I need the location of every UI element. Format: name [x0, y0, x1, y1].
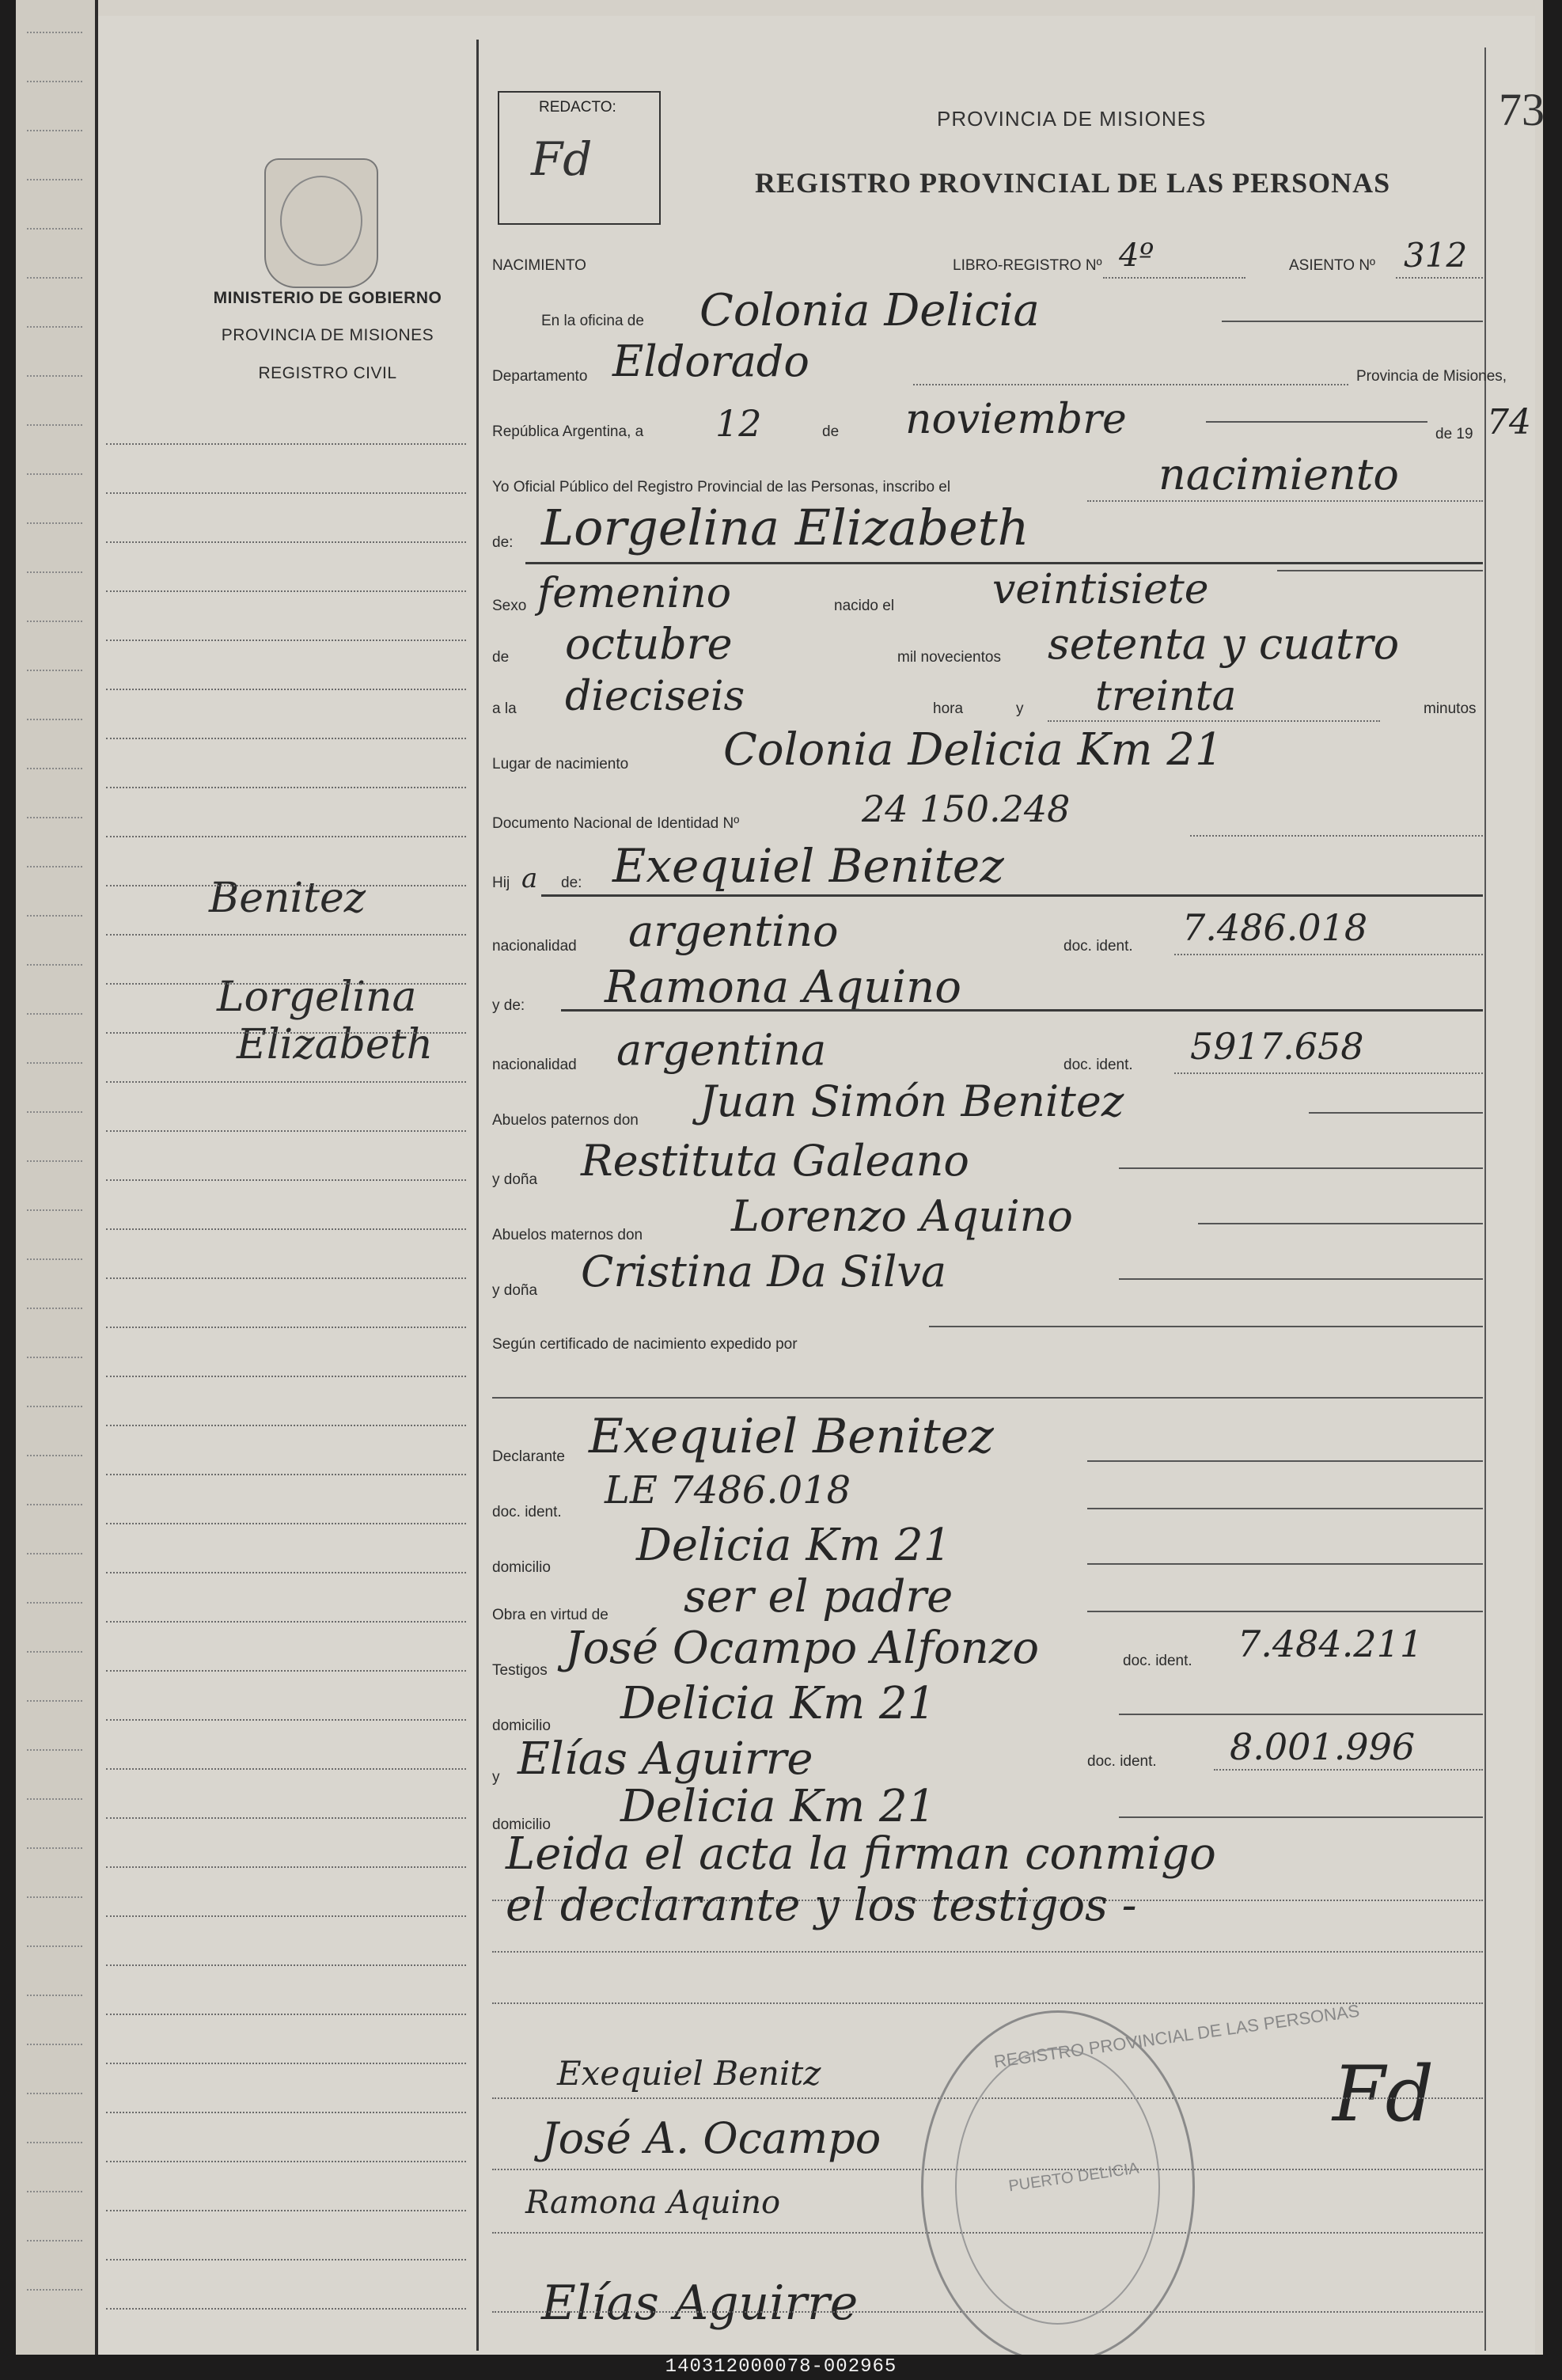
declarante-value: Exequiel Benitez [589, 1409, 994, 1464]
margin-rule [27, 2093, 82, 2094]
margin-rule [27, 2289, 82, 2291]
coat-of-arms-seal [264, 158, 378, 288]
margin-rule [27, 424, 82, 426]
oficina-label: En la oficina de [541, 313, 644, 329]
margin-rule [27, 1798, 82, 1800]
sexo-value: femenino [537, 570, 732, 617]
margin-note-rule [106, 1572, 466, 1573]
departamento-value: Eldorado [612, 336, 809, 386]
margin-rule [27, 719, 82, 720]
margin-note-rule [106, 738, 466, 739]
margin-rule [27, 81, 82, 82]
margin-rule [27, 1749, 82, 1751]
previous-page-edge [16, 0, 98, 2355]
libro-label: LIBRO-REGISTRO Nº [953, 257, 1102, 274]
margin-rule [27, 1847, 82, 1849]
margin-rule [27, 2240, 82, 2241]
hora-value: dieciseis [565, 673, 745, 720]
nacido-label: nacido el [834, 598, 895, 614]
margin-rule [27, 1308, 82, 1309]
right-border [1484, 47, 1486, 2351]
doc-ident-4-value: 7.484.211 [1238, 1623, 1424, 1665]
domicilio-1-value: Delicia Km 21 [636, 1520, 952, 1571]
margin-note-rule [106, 1277, 466, 1279]
domicilio-2-value: Delicia Km 21 [620, 1678, 936, 1729]
signature-declarante: Exequiel Benitz [557, 2054, 821, 2093]
margin-rule [27, 1945, 82, 1947]
abuelo-materno-value: Lorenzo Aquino [731, 1191, 1073, 1241]
margin-rule [27, 1013, 82, 1015]
closing-line-1: Leida el acta la firman conmigo [506, 1828, 1216, 1880]
margin-note-rule [106, 541, 466, 543]
margin-rule [27, 1062, 82, 1064]
margin-rule [27, 571, 82, 573]
margin-rule [27, 32, 82, 33]
margin-note-rule [106, 689, 466, 690]
margin-rule [27, 1111, 82, 1113]
abuela-materna-value: Cristina Da Silva [581, 1247, 947, 1296]
margin-note-rule [106, 2259, 466, 2260]
stamp-subtext: PUERTO DELICIA [1007, 2159, 1140, 2196]
margin-rule [27, 179, 82, 180]
ydona-2-label: y doña [492, 1282, 538, 1299]
de2-label: de [492, 649, 510, 666]
hijo-label: Hij [492, 875, 510, 891]
doc-ident-4-label: doc. ident. [1123, 1653, 1192, 1669]
doc-ident-1-value: 7.486.018 [1182, 906, 1368, 949]
margin-note-rule [106, 836, 466, 837]
margin-rule [27, 1209, 82, 1211]
obra-value: ser el padre [684, 1571, 954, 1623]
margin-rule [27, 1651, 82, 1653]
de19-label: de 19 [1435, 426, 1473, 442]
margin-note-rule [106, 1179, 466, 1181]
province-heading: PROVINCIA DE MISIONES [937, 107, 1207, 131]
margin-given-1: Lorgelina [217, 974, 417, 1021]
abuelo-paterno-value: Juan Simón Benitez [699, 1076, 1124, 1126]
margin-note-rule [106, 1081, 466, 1083]
province-label: PROVINCIA DE MISIONES [221, 326, 434, 344]
day-value: 12 [715, 402, 762, 445]
obra-label: Obra en virtud de [492, 1607, 608, 1623]
redacto-box [498, 91, 661, 225]
dni-value: 24 150.248 [862, 788, 1071, 830]
nacionalidad-1-value: argentino [628, 906, 839, 956]
margin-rule [27, 1455, 82, 1456]
child-name-value: Lorgelina Elizabeth [541, 499, 1029, 556]
margin-note-rule [106, 1474, 466, 1475]
departamento-label: Departamento [492, 368, 588, 385]
margin-rule [27, 2191, 82, 2192]
margin-note-rule [106, 1670, 466, 1672]
domicilio-2-label: domicilio [492, 1718, 551, 1734]
sexo-label: Sexo [492, 598, 527, 614]
margin-rule [27, 130, 82, 131]
margin-note-rule [106, 787, 466, 788]
margin-rule [27, 2044, 82, 2045]
doc-ident-3-label: doc. ident. [492, 1504, 562, 1520]
margin-rule [27, 522, 82, 524]
ala-label: a la [492, 700, 517, 717]
document-id-footer: 140312000078-002965 [0, 2355, 1562, 2380]
oficina-value: Colonia Delicia [699, 285, 1040, 336]
mil-label: mil novecientos [897, 649, 1001, 666]
margin-note-rule [106, 885, 466, 886]
ydona-1-label: y doña [492, 1171, 538, 1188]
margin-note-rule [106, 983, 466, 985]
margin-note-rule [106, 1768, 466, 1770]
redacto-label: REDACTO: [539, 99, 616, 116]
margin-note-rule [106, 1376, 466, 1377]
margin-rule [27, 1995, 82, 1996]
abuelos-paternos-label: Abuelos paternos don [492, 1112, 639, 1129]
provincia-label: Provincia de Misiones, [1356, 368, 1507, 385]
margin-rule [27, 817, 82, 818]
y2-label: y [492, 1769, 500, 1786]
margin-rule [27, 1504, 82, 1505]
margin-rule [27, 621, 82, 622]
margin-rule [27, 866, 82, 867]
margin-rule [27, 277, 82, 279]
margin-note-rule [106, 1523, 466, 1524]
margin-note-rule [106, 2161, 466, 2162]
margin-note-rule [106, 640, 466, 641]
margin-note-rule [106, 590, 466, 592]
margin-note-rule [106, 1866, 466, 1868]
dni-label: Documento Nacional de Identidad Nº [492, 815, 740, 832]
margin-note-rule [106, 1130, 466, 1132]
margin-rule [27, 1553, 82, 1554]
domicilio-1-label: domicilio [492, 1559, 551, 1576]
margin-rule [27, 1700, 82, 1702]
doc-ident-3-value: LE 7486.018 [605, 1468, 851, 1513]
margin-note-rule [106, 1228, 466, 1230]
margin-note-rule [106, 2014, 466, 2015]
margin-rule [27, 1406, 82, 1407]
republica-label: República Argentina, a [492, 423, 644, 440]
hora-label: hora [933, 700, 964, 717]
doc-ident-1-label: doc. ident. [1063, 938, 1133, 955]
hijo-de-label: de: [561, 875, 582, 891]
margin-divider [476, 40, 479, 2351]
redacto-initials: Fd [531, 132, 593, 186]
nacido-month-value: octubre [565, 619, 733, 669]
margin-rule [27, 326, 82, 328]
margin-rule [27, 1160, 82, 1162]
declarante-label: Declarante [492, 1448, 565, 1465]
inscribo-value: nacimiento [1158, 450, 1399, 499]
mother-name-value: Ramona Aquino [605, 962, 961, 1013]
margin-rule [27, 1896, 82, 1898]
lugar-label: Lugar de nacimiento [492, 756, 629, 772]
nacionalidad-2-value: argentina [616, 1025, 827, 1075]
testigos-label: Testigos [492, 1662, 548, 1679]
testigo-2-value: Elías Aguirre [518, 1733, 813, 1785]
asiento-value: 312 [1404, 236, 1468, 275]
margin-note-rule [106, 934, 466, 936]
signature-testigo-1: José A. Ocampo [541, 2113, 881, 2163]
nacimiento-label: NACIMIENTO [492, 257, 586, 274]
margin-note-rule [106, 492, 466, 494]
yde-label: y de: [492, 997, 525, 1014]
nacionalidad-2-label: nacionalidad [492, 1057, 577, 1073]
hijo-suffix: a [521, 863, 538, 894]
doc-ident-2-value: 5917.658 [1190, 1025, 1364, 1068]
margin-note-rule [106, 1817, 466, 1819]
doc-ident-2-label: doc. ident. [1063, 1057, 1133, 1073]
lugar-value: Colonia Delicia Km 21 [723, 724, 1223, 776]
doc-ident-5-label: doc. ident. [1087, 1753, 1157, 1770]
registry-title: REGISTRO PROVINCIAL DE LAS PERSONAS [755, 167, 1391, 199]
minutes-value: treinta [1095, 673, 1237, 720]
margin-given-2: Elizabeth [237, 1021, 434, 1069]
margin-rule [27, 915, 82, 917]
margin-note-rule [106, 1032, 466, 1034]
margin-rule [27, 375, 82, 377]
margin-rule [27, 228, 82, 230]
margin-note-rule [106, 1621, 466, 1623]
year-value: 74 [1487, 402, 1531, 442]
margin-note-rule [106, 1915, 466, 1917]
margin-note-rule [106, 1425, 466, 1426]
margin-rule [27, 964, 82, 966]
margin-note-rule [106, 2308, 466, 2310]
margin-note-rule [106, 2210, 466, 2211]
margin-surname: Benitez [209, 875, 366, 922]
margin-rule [27, 1258, 82, 1260]
domicilio-3-label: domicilio [492, 1816, 551, 1833]
de-name-label: de: [492, 534, 514, 551]
signature-testigo-2: Elías Aguirre [541, 2276, 859, 2331]
margin-note-rule [106, 1327, 466, 1328]
de-label: de [822, 423, 840, 440]
nacido-value: veintisiete [992, 566, 1209, 613]
margin-note-rule [106, 443, 466, 445]
registry-civil-label: REGISTRO CIVIL [258, 364, 397, 382]
margin-note-rule [106, 2063, 466, 2064]
doc-ident-5-value: 8.001.996 [1230, 1725, 1416, 1768]
nacido-year-value: setenta y cuatro [1048, 619, 1400, 669]
month-value: noviembre [905, 396, 1127, 443]
ministry-label: MINISTERIO DE GOBIERNO [213, 289, 442, 307]
segun-certificado-label: Según certificado de nacimiento expedido por [492, 1336, 798, 1353]
margin-note-rule [106, 1964, 466, 1966]
page-number: 73 [1499, 84, 1545, 135]
nacionalidad-1-label: nacionalidad [492, 938, 577, 955]
signature-mother: Ramona Aquino [525, 2185, 781, 2221]
asiento-label: ASIENTO Nº [1289, 257, 1375, 274]
testigo-1-value: José Ocampo Alfonzo [565, 1623, 1040, 1674]
yo-oficial-label: Yo Oficial Público del Registro Provincial de las Personas, inscribo el [492, 479, 951, 495]
signature-officer: Fd [1333, 2050, 1435, 2139]
margin-rule [27, 1357, 82, 1358]
abuelos-maternos-label: Abuelos maternos don [492, 1227, 643, 1243]
margin-rule [27, 473, 82, 475]
margin-rule [27, 1602, 82, 1604]
y-label: y [1016, 700, 1024, 717]
abuela-paterna-value: Restituta Galeano [581, 1136, 969, 1186]
domicilio-3-value: Delicia Km 21 [620, 1781, 936, 1832]
margin-rule [27, 670, 82, 671]
registry-sheet [98, 16, 1545, 2355]
document-page [16, 0, 1543, 2355]
margin-rule [27, 768, 82, 769]
margin-rule [27, 2142, 82, 2143]
libro-value: 4º [1119, 237, 1154, 274]
minutos-label: minutos [1424, 700, 1477, 717]
margin-note-rule [106, 1719, 466, 1721]
father-name-value: Exequiel Benitez [612, 839, 1004, 893]
margin-note-rule [106, 2112, 466, 2113]
closing-line-2: el declarante y los testigos - [506, 1880, 1137, 1931]
stamp-text: REGISTRO PROVINCIAL DE LAS PERSONAS [992, 2000, 1361, 2072]
